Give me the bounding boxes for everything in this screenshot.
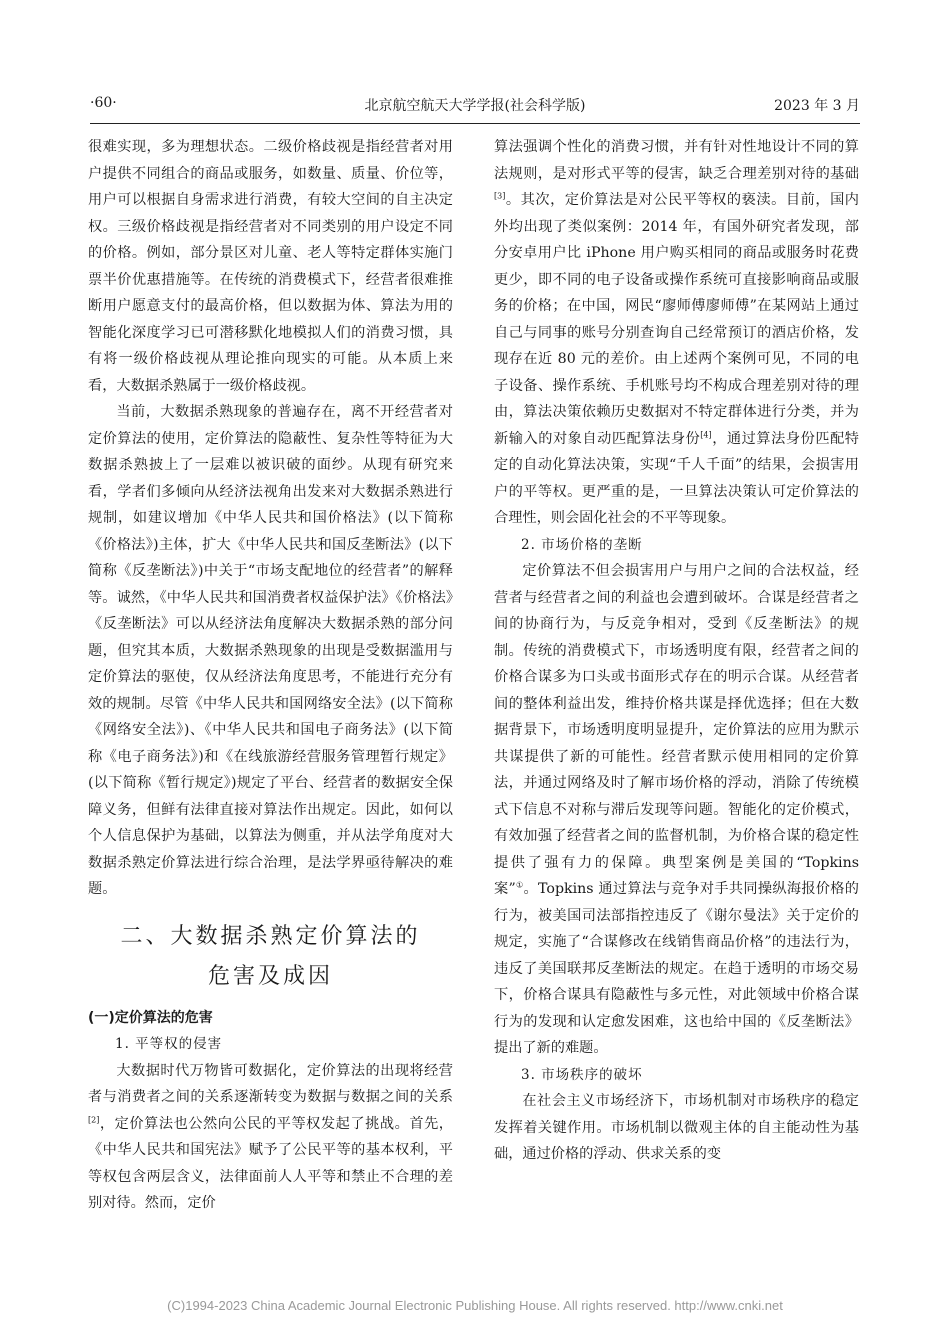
section-heading [88, 917, 453, 997]
paragraph [494, 134, 859, 532]
subhead: 2. 市场价格的垄断 [521, 536, 643, 553]
footnote-marker: ① [515, 880, 524, 890]
paragraph: 在社会主义市场经济下，市场机制对市场秩序的稳定发挥着关键作用。市场机制以微观主体的自主能动性为基础，通过价格的浮动、供求关系的变 [494, 1093, 859, 1162]
copyright-footer: (C)1994-2023 China Academic Journal Electronic Publishing House. All rights reserved. http://www.cnki.net [167, 1298, 783, 1313]
paragraph [88, 1058, 453, 1217]
paragraph-text: 。Topkins 通过算法与竞争对手共同操纵海报价格的行为，被美国司法部指控违反了《谢尔曼法》关于定价的规定，实施了“合谋修改在线销售商品价格”的违法行为，违反了美国联邦反垄断法的规定。在趋于透明的市场交易下，价格合谋具有隐蔽性与多元性，对此领域中价格合谋行为的发现和认定愈发困难，这也给中国的《反垄断法》提出了新的难题。 [494, 881, 859, 1056]
paragraph-text: 算法强调个性化的消费习惯，并有针对性地设计不同的算法规则，是对形式平等的侵害，缺乏合理差别对待的基础 [494, 139, 859, 182]
running-header [90, 93, 860, 124]
issue-date: 2023 年 3 月 [774, 98, 860, 114]
citation-ref: [4] [700, 429, 712, 439]
subhead: 3. 市场秩序的破坏 [521, 1066, 643, 1083]
section-heading-line-2: 危害及成因 [207, 963, 333, 989]
paragraph [494, 558, 859, 1062]
paragraph-text: ，定价算法也公然向公民的平等权发起了挑战。首先，《中华人民共和国宪法》赋予了公民平等的基本权利，平等权包含两层含义，法律面前人人平等和禁止不合理的差别对待。然而，定价 [88, 1115, 453, 1211]
citation-ref: [3] [494, 191, 506, 201]
section-heading-line-1: 二、大数据杀熟定价算法的 [120, 923, 421, 949]
journal-title: 北京航空航天大学学报(社会科学版) [364, 98, 586, 114]
right-column [494, 134, 859, 1168]
paragraph-text: ，通过算法身份匹配特定的自动化算法决策，实现“千人千面”的结果，会损害用户的平等权。更严重的是，一旦算法决策认可定价算法的合理性，则会固化社会的不平等现象。 [494, 430, 859, 526]
subsection-heading: (一)定价算法的危害 [88, 1009, 213, 1026]
paragraph: 很难实现，多为理想状态。二级价格歧视是指经营者对用户提供不同组合的商品或服务，如数量、质量、价位等，用户可以根据自身需求进行消费，有较大空间的自主决定权。三级价格歧视是指经营者对不同类别的用户设定不同的价格。例如，部分景区对儿童、老人等特定群体实施门票半价优惠措施等。在传统的消费模式下，经营者很难推断用户愿意支付的最高价格，但以数据为体、算法为用的智能化深度学习已可潜移默化地模拟人们的消费习惯，具有将一级价格歧视从理论推向现实的可能。从本质上来看，大数据杀熟属于一级价格歧视。 [88, 139, 453, 394]
paragraph: 当前，大数据杀熟现象的普遍存在，离不开经营者对定价算法的使用，定价算法的隐蔽性、复杂性等特征为大数据杀熟披上了一层难以被识破的面纱。从现有研究来看，学者们多倾向从经济法视角出发来对大数据杀熟进行规制，如建议增加《中华人民共和国价格法》(以下简称《价格法》)主体，扩大《中华人民共和国反垄断法》(以下简称《反垄断法》)中关于“市场支配地位的经营者”的解释等。诚然，《中华人民共和国消费者权益保护法》《价格法》《反垄断法》可以从经济法角度解决大数据杀熟的部分问题，但究其本质，大数据杀熟现象的出现是受数据滥用与定价算法的驱使，仅从经济法角度思考，不能进行充分有效的规制。尽管《中华人民共和国网络安全法》(以下简称《网络安全法》)、《中华人民共和国电子商务法》(以下简称《电子商务法》)和《在线旅游经营服务管理暂行规定》(以下简称《暂行规定》)规定了平台、经营者的数据安全保障义务，但鲜有法律直接对算法作出规定。因此，如何以个人信息保护为基础，以算法为侧重，并从法学角度对大数据杀熟定价算法进行综合治理，是法学界亟待解决的难题。 [88, 404, 453, 897]
paragraph-text: 大数据时代万物皆可数据化，定价算法的出现将经营者与消费者之间的关系逐渐转变为数据与数据之间的关系 [88, 1062, 453, 1105]
page-number: ·60· [90, 95, 117, 111]
paragraph-text: 。其次，定价算法是对公民平等权的亵渎。目前，国内外均出现了类似案例：2014 年，有国外研究者发现，部分安卓用户比 iPhone 用户购买相同的商品或服务时花费更少，即不同的电子设备或操作系统可直接影响商品或服务的价格；在中国，网民“廖师傅廖师傅”在某网站上通过自己与同事的账号分别查询自己经常预订的酒店价格，发现存在近 80 元的差价。由上述两个案例可见，不同的电子设备、操作系统、手机账号均不构成合理差别对待的理由，算法决策依赖历史数据对不特定群体进行分类，并为新输入的对象自动匹配算法身份 [494, 192, 859, 447]
subhead: 1. 平等权的侵害 [115, 1036, 223, 1052]
paragraph-text: 定价算法不但会损害用户与用户之间的合法权益，经营者与经营者之间的利益也会遭到破坏。合谋是经营者之间的协商行为，与反竞争相对，受到《反垄断法》的规制。传统的消费模式下，市场透明度有限，经营者之间的价格合谋多为口头或书面形式存在的明示合谋。从经营者间的整体利益出发，维持价格共谋是择优选择；但在大数据背景下，市场透明度明显提升，定价算法的应用为默示共谋提供了新的可能性。经营者默示使用相同的定价算法，并通过网络及时了解市场价格的浮动，消除了传统模式下信息不对称与滞后发现等问题。智能化的定价模式，有效加强了经营者之间的监督机制，为价格合谋的稳定性提供了强有力的保障。典型案例是美国的“Topkins 案” [494, 563, 859, 897]
left-column [88, 134, 453, 1217]
citation-ref: [2] [88, 1114, 100, 1124]
